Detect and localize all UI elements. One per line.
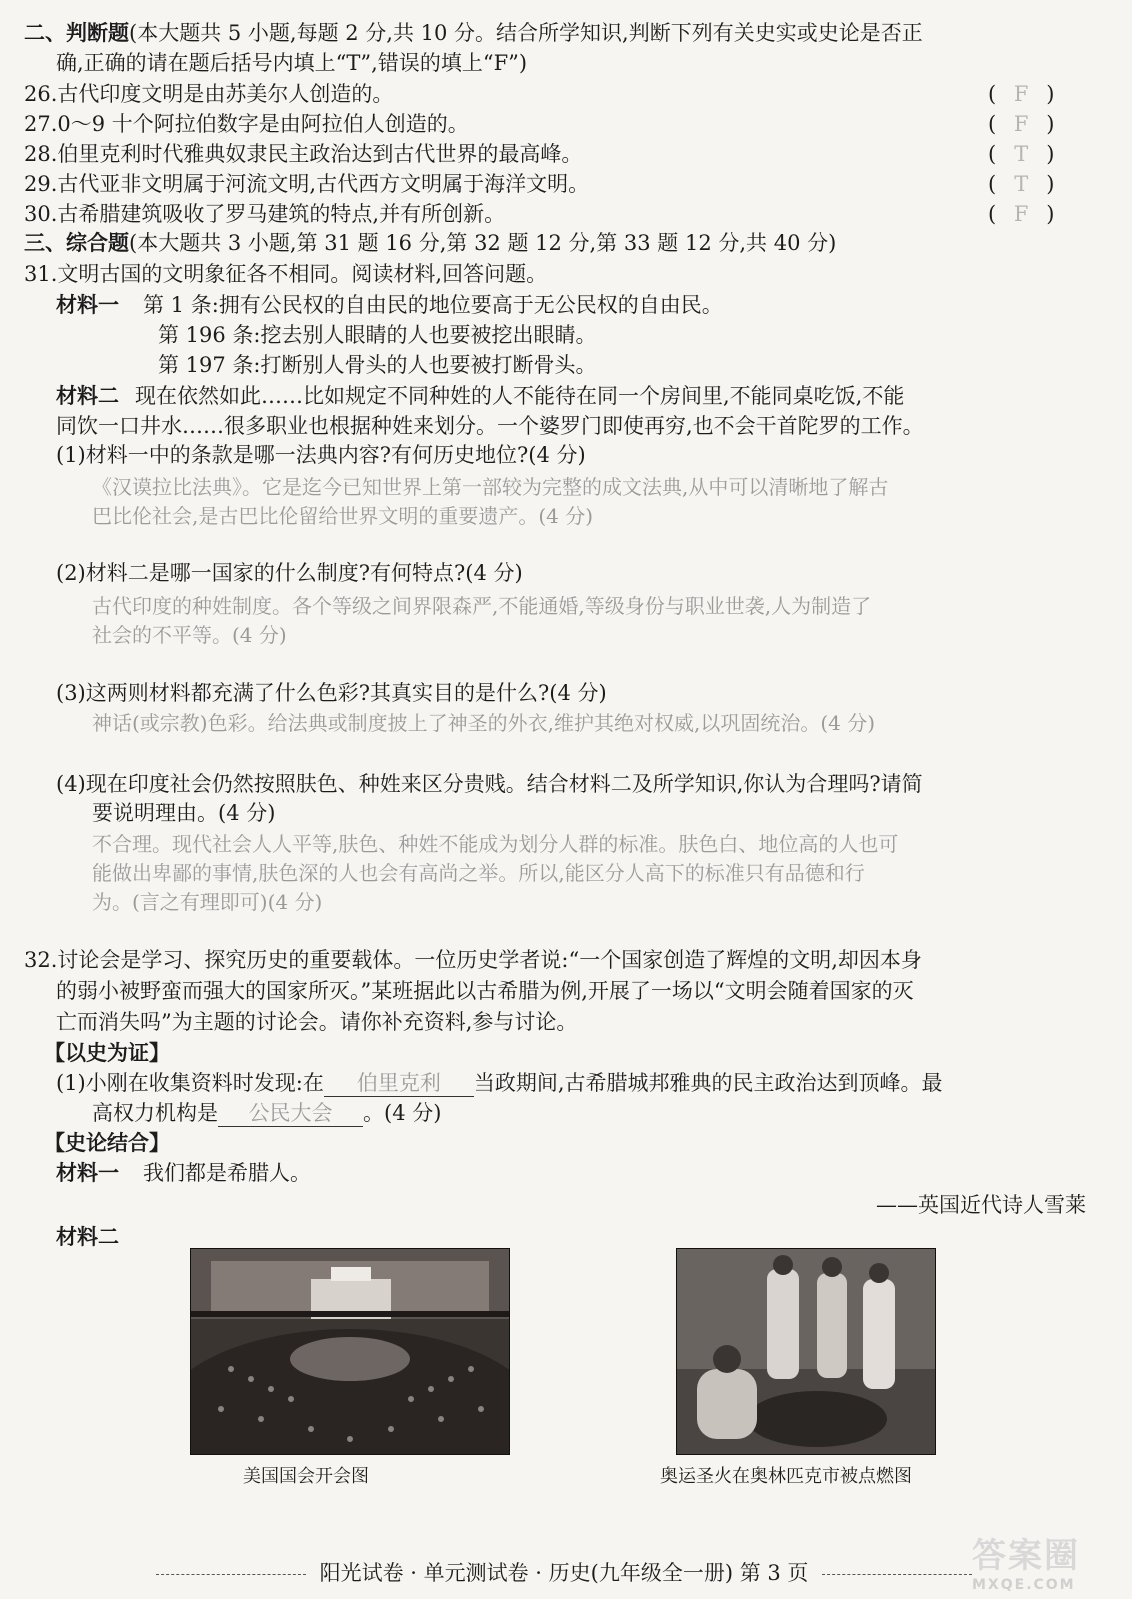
q31-material2 bbox=[56, 381, 904, 411]
q31-m1-line: 第 196 条:挖去别人眼睛的人也要被挖出眼睛。 bbox=[158, 323, 597, 347]
q31-answer-1: 《汉谟拉比法典》。它是迄今已知世界上第一部较为完整的成文法典,从中可以清晰地了解古 bbox=[92, 475, 889, 499]
tf-paren-close: ) bbox=[1046, 142, 1055, 166]
q31-m2-text-2: 同饮一口井水……很多职业也根据种姓来划分。一个婆罗门即使再穷,也不会干首陀罗的工作。 bbox=[56, 414, 924, 438]
tf-answer-box bbox=[988, 169, 1084, 199]
q32-m2-label: 材料二 bbox=[56, 1224, 119, 1249]
tf-answer-box bbox=[988, 199, 1084, 229]
tf-answer-mark: F bbox=[1013, 112, 1029, 136]
tf-paren-open: ( bbox=[988, 82, 997, 106]
tf-answer-mark: F bbox=[1013, 202, 1029, 226]
section2-title: 二、判断题 bbox=[24, 20, 129, 45]
olympic-illustration-icon bbox=[677, 1249, 935, 1454]
q31-question-4-2: 要说明理由。(4 分) bbox=[92, 801, 276, 825]
olympic-flame-photo bbox=[676, 1248, 936, 1455]
tf-paren-open: ( bbox=[988, 142, 997, 166]
olympic-flame-caption: 奥运圣火在奥林匹克市被点燃图 bbox=[660, 1466, 912, 1487]
q32-fill-answer-1: 伯里克利 bbox=[324, 1070, 474, 1097]
q31-answer-2: 社会的不平等。(4 分) bbox=[92, 623, 287, 647]
tf-answer-mark: T bbox=[1014, 172, 1029, 196]
q31-stem: 31.文明古国的文明象征各不相同。阅读材料,回答问题。 bbox=[24, 262, 548, 286]
q31-question-1: (1)材料一中的条款是哪一法典内容?有何历史地位?(4 分) bbox=[56, 443, 586, 467]
q32-fill-pre-2: 高权力机构是 bbox=[92, 1101, 218, 1125]
q32-tag-combined: 【史论结合】 bbox=[44, 1130, 170, 1155]
q31-answer-4: 不合理。现代社会人人平等,肤色、种姓不能成为划分人群的标准。肤色白、地位高的人也可 bbox=[92, 832, 899, 856]
tf-answer-mark: T bbox=[1014, 142, 1029, 166]
q31-question-4: (4)现在印度社会仍然按照肤色、种姓来区分贵贱。结合材料二及所学知识,你认为合理吗?请简 bbox=[56, 772, 923, 796]
q31-answer-3: 神话(或宗教)色彩。给法典或制度披上了神圣的外衣,维护其绝对权威,以巩固统治。(4 分) bbox=[92, 711, 876, 735]
tf-answer-box bbox=[988, 79, 1084, 109]
tf-paren-close: ) bbox=[1046, 172, 1055, 196]
tf-paren-close: ) bbox=[1046, 202, 1055, 226]
q32-tag-evidence: 【以史为证】 bbox=[44, 1040, 170, 1065]
watermark-logo bbox=[972, 1528, 1112, 1598]
tf-item-text: 30.古希腊建筑吸收了罗马建筑的特点,并有所创新。 bbox=[24, 202, 506, 226]
tf-paren-open: ( bbox=[988, 202, 997, 226]
q31-material1 bbox=[56, 290, 723, 320]
footer-text: 阳光试卷 · 单元测试卷 · 历史(九年级全一册) 第 3 页 bbox=[319, 1561, 809, 1585]
tf-paren-open: ( bbox=[988, 112, 997, 136]
watermark-big: 答案圈 bbox=[972, 1536, 1080, 1576]
section2-desc-2: 确,正确的请在题后括号内填上“T”,错误的填上“F”) bbox=[56, 51, 528, 75]
congress-illustration-icon bbox=[191, 1249, 509, 1454]
q31-question-2: (2)材料二是哪一国家的什么制度?有何特点?(4 分) bbox=[56, 561, 523, 585]
q31-m1-line: 第 197 条:打断别人骨头的人也要被打断骨头。 bbox=[158, 353, 597, 377]
q32-m1-text: 我们都是希腊人。 bbox=[143, 1161, 311, 1185]
q32-fill-post-2: 。(4 分) bbox=[363, 1101, 442, 1125]
tf-item-text: 26.古代印度文明是由苏美尔人创造的。 bbox=[24, 82, 394, 106]
q31-answer-1: 巴比伦社会,是古巴比伦留给世界文明的重要遗产。(4 分) bbox=[92, 504, 594, 528]
footer-left-divider bbox=[156, 1574, 306, 1575]
section3-heading bbox=[24, 228, 836, 258]
tf-answer-box bbox=[988, 139, 1084, 169]
tf-answer-box bbox=[988, 109, 1084, 139]
tf-item-text: 29.古代亚非文明属于河流文明,古代西方文明属于海洋文明。 bbox=[24, 172, 590, 196]
tf-paren-close: ) bbox=[1046, 112, 1055, 136]
section2-heading bbox=[24, 18, 923, 48]
q31-m2-text: 现在依然如此……比如规定不同种姓的人不能待在同一个房间里,不能同桌吃饭,不能 bbox=[135, 384, 905, 408]
footer-right-divider bbox=[822, 1574, 972, 1575]
q31-m1-label: 材料一 bbox=[56, 292, 119, 317]
page-footer bbox=[64, 1557, 1064, 1587]
q31-answer-2: 古代印度的种姓制度。各个等级之间界限森严,不能通婚,等级身份与职业世袭,人为制造了 bbox=[92, 594, 872, 618]
tf-item-text: 28.伯里克利时代雅典奴隶民主政治达到古代世界的最高峰。 bbox=[24, 142, 583, 166]
q32-fill-mid: 当政期间,古希腊城邦雅典的民主政治达到顶峰。最 bbox=[473, 1071, 943, 1095]
q32-stem: 32.讨论会是学习、探究历史的重要载体。一位历史学者说:“一个国家创造了辉煌的文明,却因本身 bbox=[24, 948, 922, 972]
q31-question-3: (3)这两则材料都充满了什么色彩?其真实目的是什么?(4 分) bbox=[56, 681, 607, 705]
q32-fill-line bbox=[56, 1068, 943, 1098]
q31-m1-line: 第 1 条:拥有公民权的自由民的地位要高于无公民权的自由民。 bbox=[143, 293, 723, 317]
tf-paren-close: ) bbox=[1046, 82, 1055, 106]
us-congress-caption: 美国国会开会图 bbox=[243, 1466, 369, 1487]
q32-material1 bbox=[56, 1158, 311, 1188]
tf-item-text: 27.0～9 十个阿拉伯数字是由阿拉伯人创造的。 bbox=[24, 112, 469, 136]
watermark-small: MXQE.COM bbox=[972, 1577, 1076, 1593]
q32-fill-answer-2: 公民大会 bbox=[218, 1100, 363, 1127]
q31-m2-label: 材料二 bbox=[56, 383, 119, 408]
tf-paren-open: ( bbox=[988, 172, 997, 196]
q32-m1-label: 材料一 bbox=[56, 1160, 119, 1185]
section2-desc-1: (本大题共 5 小题,每题 2 分,共 10 分。结合所学知识,判断下列有关史实或史论是否正 bbox=[129, 21, 923, 45]
us-congress-photo bbox=[190, 1248, 510, 1455]
q31-answer-4: 能做出卑鄙的事情,肤色深的人也会有高尚之举。所以,能区分人高下的标准只有品德和行 bbox=[92, 861, 865, 885]
section3-title: 三、综合题 bbox=[24, 230, 129, 255]
q31-answer-4: 为。(言之有理即可)(4 分) bbox=[92, 890, 323, 914]
tf-answer-mark: F bbox=[1013, 82, 1029, 106]
q32-fill-line-2 bbox=[92, 1098, 441, 1128]
q32-stem-2: 的弱小被野蛮而强大的国家所灭。”某班据此以古希腊为例,开展了一场以“文明会随着国家的灭 bbox=[56, 979, 914, 1003]
q32-stem-3: 亡而消失吗”为主题的讨论会。请你补充资料,参与讨论。 bbox=[56, 1010, 578, 1034]
section3-desc: (本大题共 3 小题,第 31 题 16 分,第 32 题 12 分,第 33 题 12 分,共 40 分) bbox=[129, 231, 837, 255]
q32-fill-pre: (1)小刚在收集资料时发现:在 bbox=[56, 1071, 324, 1095]
q32-m1-source: ——英国近代诗人雪莱 bbox=[876, 1193, 1086, 1217]
